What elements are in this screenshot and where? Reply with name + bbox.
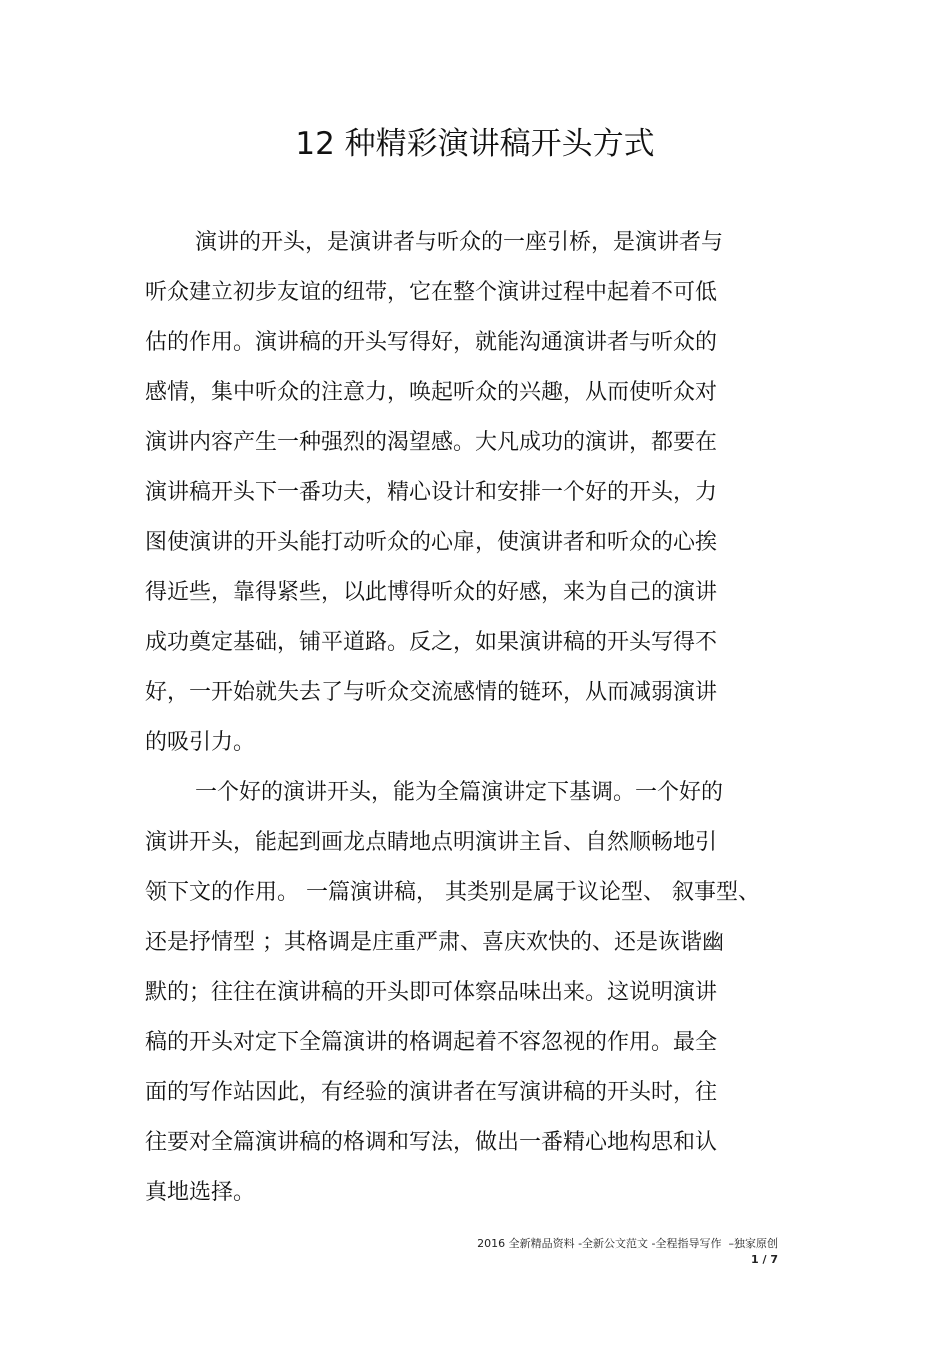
paragraph-1-line-3: 估的作用。演讲稿的开头写得好，就能沟通演讲者与听众的 <box>145 330 718 355</box>
paragraph-1-line-8: 得近些，靠得紧些，以此博得听众的好感，来为自己的演讲 <box>145 580 718 605</box>
paragraph-1-line-6: 演讲稿开头下一番功夫，精心设计和安排一个好的开头，力 <box>145 480 718 505</box>
paragraph-2-line-5: 默的；往往在演讲稿的开头即可体察品味出来。这说明演讲 <box>145 980 718 1005</box>
paragraph-2-line-7: 面的写作站因此，有经验的演讲者在写演讲稿的开头时，往 <box>145 1080 718 1105</box>
paragraph-2-line-2: 演讲开头，能起到画龙点睛地点明演讲主旨、自然顺畅地引 <box>145 830 718 855</box>
paragraph-2-line-6: 稿的开头对定下全篇演讲的格调起着不容忽视的作用。最全 <box>145 1030 718 1055</box>
paragraph-2-line-9: 真地选择。 <box>145 1180 256 1205</box>
paragraph-1-line-10: 好，一开始就失去了与听众交流感情的链环，从而减弱演讲 <box>145 680 718 705</box>
document-title: 12 种精彩演讲稿开头方式 <box>295 126 655 162</box>
paragraph-1-line-7: 图使演讲的开头能打动听众的心扉，使演讲者和听众的心挨 <box>145 530 718 555</box>
paragraph-2-line-8: 往要对全篇演讲稿的格调和写法，做出一番精心地构思和认 <box>145 1130 718 1155</box>
paragraph-1-line-2: 听众建立初步友谊的纽带，它在整个演讲过程中起着不可低 <box>145 280 718 305</box>
document-body <box>145 218 805 1218</box>
paragraph-1-line-5: 演讲内容产生一种强烈的渴望感。大凡成功的演讲，都要在 <box>145 430 718 455</box>
paragraph-1-line-4: 感情，集中听众的注意力，唤起听众的兴趣，从而使听众对 <box>145 380 718 405</box>
paragraph-2-line-4: 还是抒情型 ；其格调是庄重严肃、喜庆欢快的、还是诙谐幽 <box>145 930 724 955</box>
paragraph-2-line-1: 一个好的演讲开头，能为全篇演讲定下基调。一个好的 <box>195 780 724 805</box>
paragraph-1-line-1: 演讲的开头，是演讲者与听众的一座引桥，是演讲者与 <box>195 230 724 255</box>
page-footer: 2016 全新精品资料 -全新公文范文 -全程指导写作 –独家原创 <box>477 1237 778 1250</box>
page-number: 1 / 7 <box>751 1253 778 1266</box>
paragraph-1-line-11: 的吸引力。 <box>145 730 256 755</box>
paragraph-1-line-9: 成功奠定基础，铺平道路。反之，如果演讲稿的开头写得不 <box>145 630 718 655</box>
paragraph-2-line-3: 领下文的作用。 一篇演讲稿， 其类别是属于议论型、 叙事型、 <box>145 880 760 905</box>
